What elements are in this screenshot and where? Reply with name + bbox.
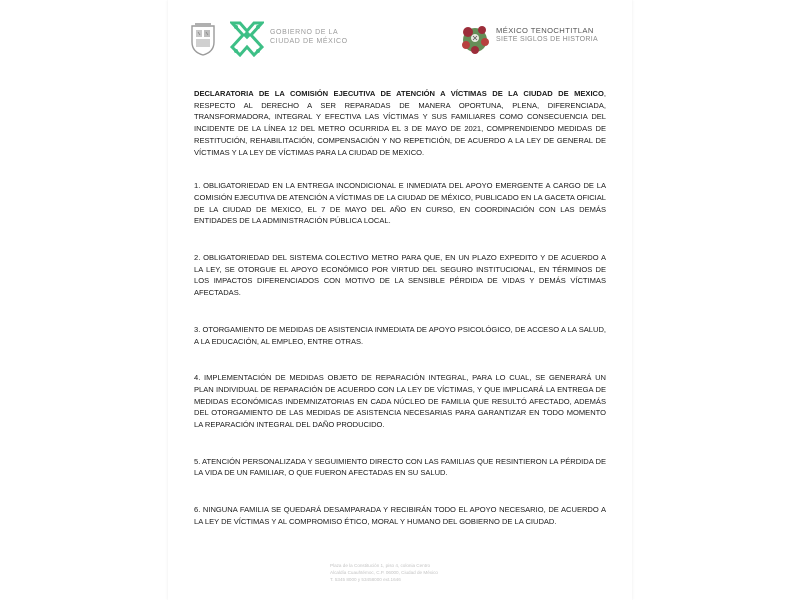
cdmx-logo-icon (230, 21, 264, 57)
tenochtitlan-emblem-icon (458, 20, 492, 58)
letterhead (190, 18, 610, 64)
point-4: 4. IMPLEMENTACIÓN DE MEDIDAS OBJETO DE REPARACIÓN INTEGRAL, PARA LO CUAL, SE GENERARÁ UN PLAN INDIVIDUAL DE REPARACIÓN DE ACUERDO CON LA LEY DE VÍCTIMAS, Y QUE IMPLICARÁ LA ENTREGA DE MEDIDAS ECONÓMICAS INDEMNIZATORIAS EN CADA NÚCLEO DE FAMILIA QUE RESULTÓ AFECTADO, ADEMÁS DEL OTORGAMIENTO DE LAS MEDIDAS DE ASISTENCIA NECESARIAS PARA GARANTIZAR EN TODO MOMENTO LA REPARACIÓN INTEGRAL DEL DAÑO PRODUCIDO. (194, 373, 606, 430)
footer-line-2: Alcaldía Cuauhtémoc, C.P. 06000, Ciudad de México (330, 570, 438, 575)
point-5: 5. ATENCIÓN PERSONALIZADA Y SEGUIMIENTO DIRECTO CON LAS FAMILIAS QUE RESINTIERON LA PÉRDIDA DE LA VIDA DE UN FAMILIAR, O QUE FUERON AFECTADAS EN SU SALUD. (194, 456, 606, 478)
government-name (270, 28, 348, 46)
point-3: 3. OTORGAMIENTO DE MEDIDAS DE ASISTENCIA INMEDIATA DE APOYO PSICOLÓGICO, DE ACCESO A LA SALUD, A LA EDUCACIÓN, AL EMPLEO, ENTRE OTRAS. (194, 324, 606, 346)
gov-line-2: CIUDAD DE MÉXICO (270, 38, 348, 45)
tenochtitlan-title: MÉXICO TENOCHTITLAN (496, 26, 594, 35)
footer-address (330, 562, 510, 583)
footer-line-1: Plaza de la Constitución 1, piso 4, colonia Centro (330, 563, 431, 568)
point-6: 6. NINGUNA FAMILIA SE QUEDARÁ DESAMPARADA Y RECIBIRÁN TODO EL APOYO NECESARIO, DE ACUERDO A LA LEY DE VÍCTIMAS Y AL COMPROMISO ÉTICO, MORAL Y HUMANO DEL GOBIERNO DE LA CIUDAD. (194, 505, 606, 526)
declaration-intro (194, 88, 606, 158)
tenochtitlan-subtitle: SIETE SIGLOS DE HISTORIA (496, 36, 598, 43)
document-body (194, 88, 606, 553)
tenochtitlan-wordmark (496, 26, 598, 44)
document-page (168, 0, 632, 600)
gov-line-1: GOBIERNO DE LA (270, 29, 339, 36)
point-1: 1. OBLIGATORIEDAD EN LA ENTREGA INCONDICIONAL E INMEDIATA DEL APOYO EMERGENTE A CARGO DE LA COMISIÓN EJECUTIVA DE ATENCIÓN A VÍCTIMAS DE LA CIUDAD DE MÉXICO, PUBLICADO EN LA GACETA OFICIAL DE LA CIUDAD DE MEXICO, EL 7 DE MAYO DEL AÑO EN CURSO, EN COORDINACIÓN CON LAS DEMÁS ENTIDADES DE LA ADMINISTRACIÓN PÚBLICA LOCAL. (194, 181, 606, 226)
declaration-title: DECLARATORIA DE LA COMISIÓN EJECUTIVA DE ATENCIÓN A VÍCTIMAS DE LA CIUDAD DE MEXICO (194, 89, 604, 98)
footer-line-3: T. 5345 8000 y 53458000 ext.1646 (330, 577, 401, 582)
declaration-text: , RESPECTO AL DERECHO A SER REPARADAS DE MANERA OPORTUNA, PLENA, DIFERENCIADA, TRANSFORMADORA, INTEGRAL Y EFECTIVA LAS VÍCTIMAS Y SUS FAMILIARES COMO CONSECUENCIA DEL INCIDENTE DE LA LÍNEA 12 DEL METRO OCURRIDA EL 3 DE MAYO DE 2021, COMPRENDIENDO MEDIDAS DE RESTITUCIÓN, REHABILITACIÓN, COMPENSACIÓN Y NO REPETICIÓN, DE ACUERDO A LA LEY DE GENERAL DE VÍCTIMAS Y LA LEY DE VÍCTIMAS PARA LA CIUDAD DE MEXICO. (194, 89, 606, 157)
point-2: 2. OBLIGATORIEDAD DEL SISTEMA COLECTIVO METRO PARA QUE, EN UN PLAZO EXPEDITO Y DE ACUERDO A LA LEY, SE OTORGUE EL APOYO ECONÓMICO POR VIRTUD DEL SEGURO INSTITUCIONAL, EN TÉRMINOS DE LOS IMPACTOS DIFERENCIADOS CON MOTIVO DE LA SENSIBLE PÉRDIDA DE VIDAS Y DEMÁS VÍCTIMAS AFECTADAS. (194, 253, 606, 298)
coat-of-arms-icon (190, 22, 216, 56)
